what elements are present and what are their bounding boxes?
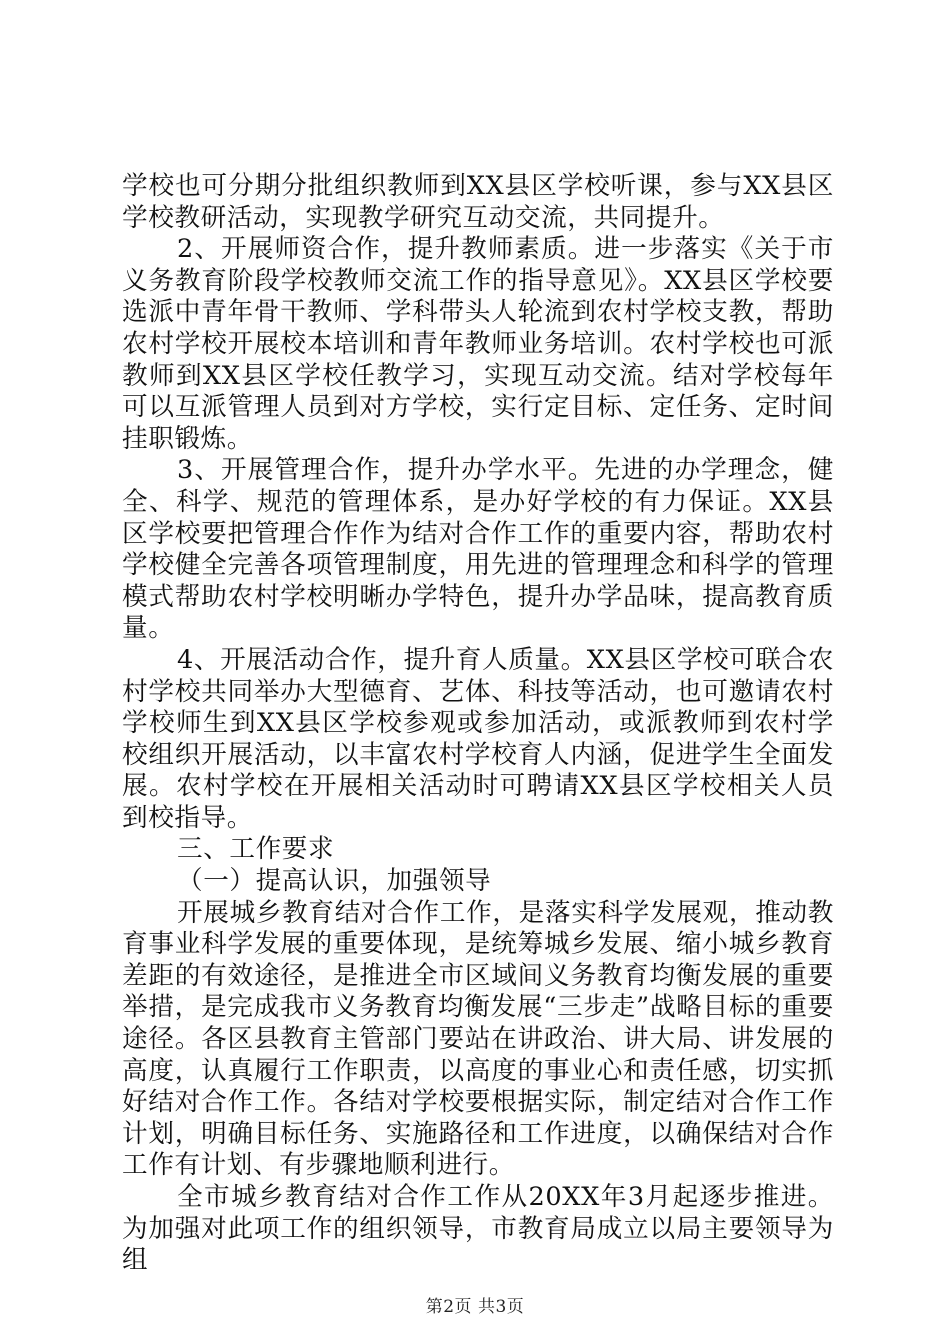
paragraph-4: 4、开展活动合作，提升育人质量。XX县区学校可联合农村学校共同举办大型德育、艺体、科技等活动，也可邀请农村学校师生到XX县区学校参观或参加活动，或派教师到农村学校组织开展活动，以丰富农村学校育人内涵，促进学生全面发展。农村学校在开展相关活动时可聘请XX县区学校相关人员到校指导。 [122,644,834,833]
subsection-heading: （一）提高认识，加强领导 [177,866,492,897]
paragraph-2: 2、开展师资合作，提升教师素质。进一步落实《关于市义务教育阶段学校教师交流工作的指导意见》。XX县区学校要选派中青年骨干教师、学科带头人轮流到农村学校支教，帮助农村学校开展校本培训和青年教师业务培训。农村学校也可派教师到XX县区学校任教学习，实现互动交流。结对学校每年可以互派管理人员到对方学校，实行定目标、定任务、定时间挂职锻炼。 [122,234,834,454]
paragraph-1: 学校也可分期分批组织教师到XX县区学校听课，参与XX县区学校教研活动，实现教学研究互动交流，共同提升。 [122,171,834,233]
page-footer: 第2页 共3页 [425,1297,525,1317]
paragraph-6: 全市城乡教育结对合作工作从20XX年3月起逐步推进。为加强对此项工作的组织领导，市教育局成立以局主要领导为组 [122,1182,834,1276]
section-heading: 三、工作要求 [177,834,335,865]
document-body [122,171,834,1277]
paragraph-5: 开展城乡教育结对合作工作，是落实科学发展观，推动教育事业科学发展的重要体现，是统筹城乡发展、缩小城乡教育差距的有效途径，是推进全市区域间义务教育均衡发展的重要举措，是完成我市义务教育均衡发展“三步走”战略目标的重要途径。各区县教育主管部门要站在讲政治、讲大局、讲发展的高度，认真履行工作职责，以高度的事业心和责任感，切实抓好结对合作工作。各结对学校要根据实际，制定结对合作工作计划，明确目标任务、实施路径和工作进度，以确保结对合作工作有计划、有步骤地顺利进行。 [122,897,834,1181]
paragraph-3: 3、开展管理合作，提升办学水平。先进的办学理念，健全、科学、规范的管理体系，是办好学校的有力保证。XX县区学校要把管理合作作为结对合作工作的重要内容，帮助农村学校健全完善各项管理制度，用先进的管理理念和科学的管理模式帮助农村学校明晰办学特色，提升办学品味，提高教育质量。 [122,455,834,644]
